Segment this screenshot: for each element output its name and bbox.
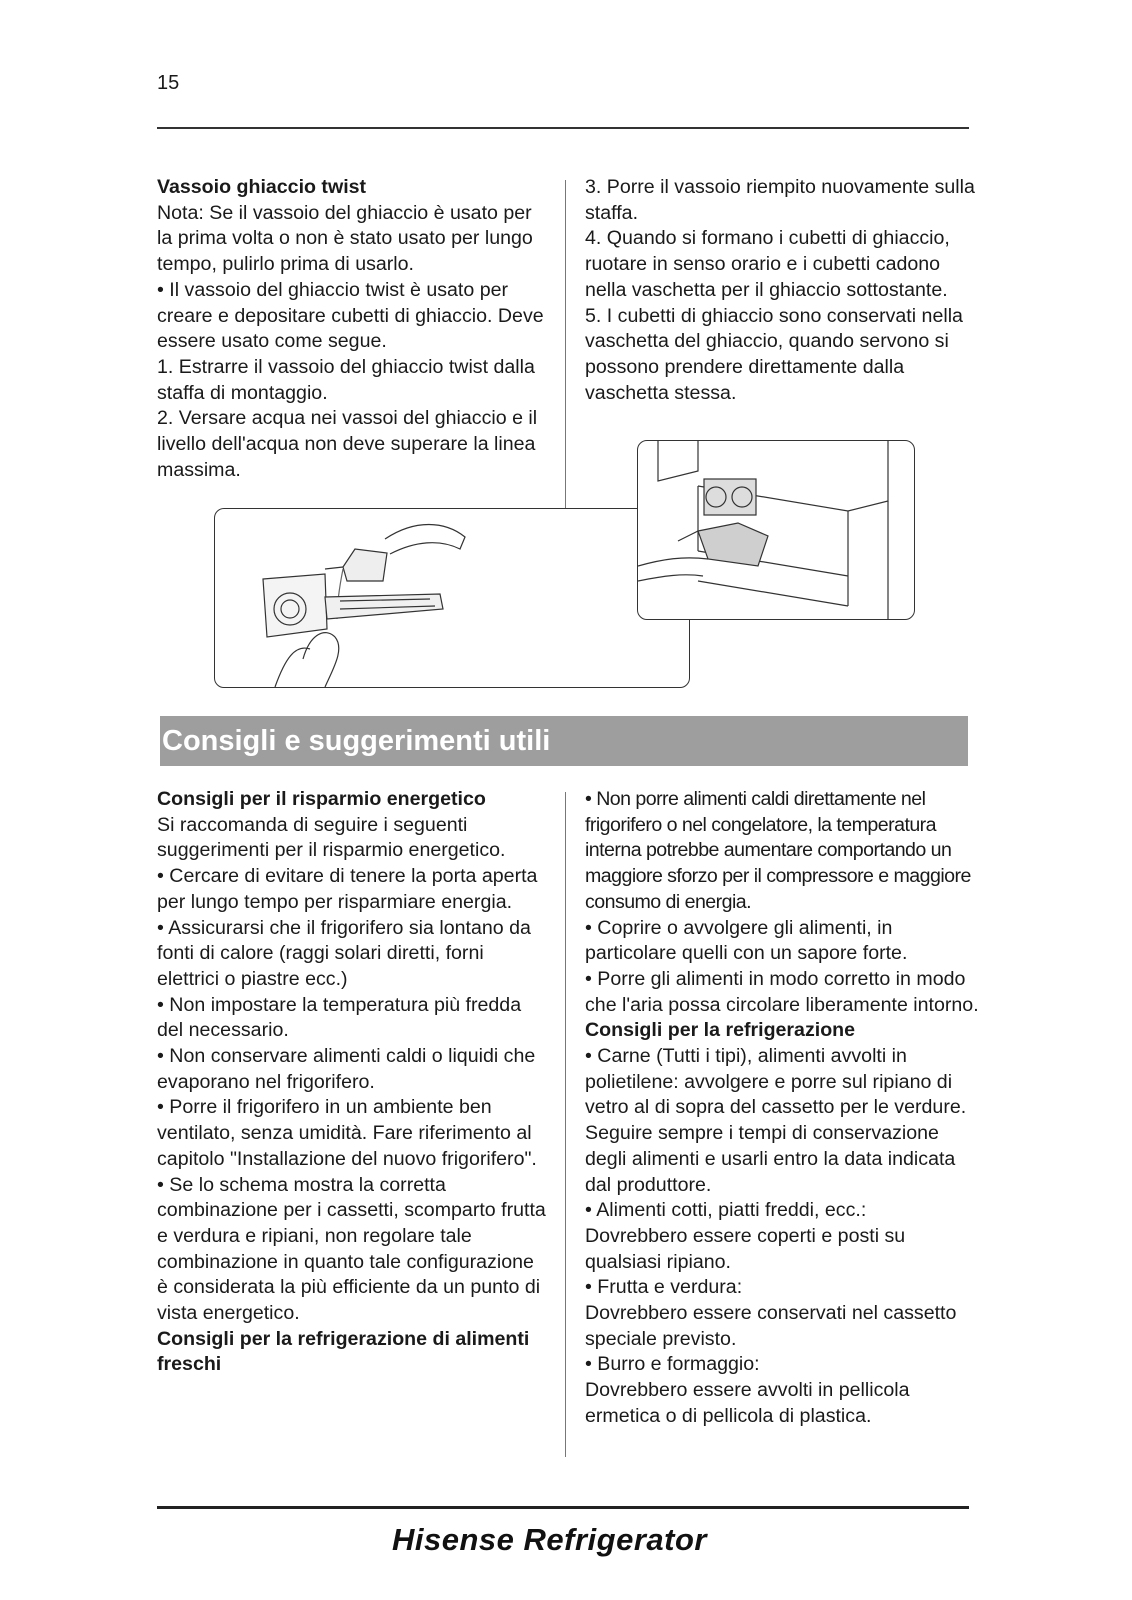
ice-tray-instructions-right <box>585 175 975 406</box>
paragraph: Nota: Se il vassoio del ghiaccio è usato per la prima volta o non è stato usato per lungo tempo, pulirlo prima di usarlo. <box>157 201 533 276</box>
paragraph: 5. I cubetti di ghiaccio sono conservati nella vaschetta del ghiaccio, quando servono si possono prendere direttamente dalla vaschetta stessa. <box>585 304 963 404</box>
paragraph: 1. Estrarre il vassoio del ghiaccio twist dalla staffa di montaggio. <box>157 355 535 404</box>
paragraph: • Porre gli alimenti in modo corretto in modo che l'aria possa circolare liberamente intorno. <box>585 967 979 1016</box>
subheading: Vassoio ghiaccio twist <box>157 176 367 198</box>
page-number: 15 <box>157 72 180 94</box>
paragraph: Dovrebbero essere coperti e posti su qualsiasi ripiano. <box>585 1224 906 1273</box>
paragraph: • Non conservare alimenti caldi o liquidi che evaporano nel frigorifero. <box>157 1045 536 1093</box>
paragraph: • Frutta e verdura: <box>585 1276 743 1299</box>
paragraph: Dovrebbero essere conservati nel cassetto speciale previsto. <box>585 1302 957 1350</box>
paragraph: • Alimenti cotti, piatti freddi, ecc.: <box>585 1199 867 1222</box>
paragraph: 3. Porre il vassoio riempito nuovamente sulla staffa. <box>585 176 975 224</box>
ice-bucket-illustration <box>638 441 914 619</box>
paragraph: • Burro e formaggio: <box>585 1353 760 1376</box>
illustration-filling-ice-tray <box>214 508 690 688</box>
footer-brand: Hisense Refrigerator <box>392 1522 707 1557</box>
paragraph: • Non impostare la temperatura più fredda del necessario. <box>157 993 522 1042</box>
subheading: Consigli per la refrigerazione di alimenti freschi <box>157 1327 530 1376</box>
ice-tray-instructions-left <box>157 175 547 483</box>
subheading: Consigli per la refrigerazione <box>585 1019 856 1042</box>
illustration-ice-bucket <box>637 440 915 620</box>
paragraph: • Coprire o avvolgere gli alimenti, in particolare quelli con un sapore forte. <box>585 916 908 965</box>
section-title: Consigli e suggerimenti utili <box>160 716 968 766</box>
energy-saving-tips <box>157 787 547 1378</box>
paragraph: Si raccomanda di seguire i seguenti suggerimenti per il risparmio energetico. <box>157 813 506 862</box>
footer-rule <box>157 1506 969 1509</box>
paragraph: • Cercare di evitare di tenere la porta aperta per lungo tempo per risparmiare energia. <box>157 865 538 913</box>
paragraph: 2. Versare acqua nei vassoi del ghiaccio e il livello dell'acqua non deve superare la linea massima. <box>157 407 538 481</box>
paragraph: • Assicurarsi che il frigorifero sia lontano da fonti di calore (raggi solari diretti, forni elettrici o piastre ecc.) <box>157 916 531 990</box>
paragraph: • Carne (Tutti i tipi), alimenti avvolti in polietilene: avvolgere e porre sul ripiano di vetro al di sopra del cassetto per le verdure. Seguire sempre i tempi di conservazione degli alimenti e usarli entro la data indicata dal produttore. <box>585 1045 967 1196</box>
paragraph: • Il vassoio del ghiaccio twist è usato per creare e depositare cubetti di ghiaccio. Deve essere usato come segue. <box>157 278 544 353</box>
paragraph: • Non porre alimenti caldi direttamente nel frigorifero o nel congelatore, la temperatura interna potrebbe aumentare comportando un maggiore sforzo per il compressore e maggiore consumo di energia. <box>585 788 971 913</box>
paragraph: 4. Quando si formano i cubetti di ghiaccio, ruotare in senso orario e i cubetti cadono nella vaschetta per il ghiaccio sottostante. <box>585 227 950 301</box>
water-pouring-illustration <box>215 509 689 687</box>
paragraph: • Porre il frigorifero in un ambiente ben ventilato, senza umidità. Fare riferimento al capitolo "Installazione del nuovo frigorifero". <box>157 1096 537 1170</box>
header-rule <box>157 127 969 129</box>
column-divider-bottom <box>565 792 566 1457</box>
paragraph: Dovrebbero essere avvolti in pellicola ermetica o di pellicola di plastica. <box>585 1379 910 1427</box>
refrigeration-tips <box>585 787 980 1430</box>
subheading: Consigli per il risparmio energetico <box>157 788 486 810</box>
paragraph: • Se lo schema mostra la corretta combinazione per i cassetti, scomparto frutta e verdura e ripiani, non regolare tale combinazione in quanto tale configurazione è considerata la più efficiente da un punto di vista energetico. <box>157 1173 546 1325</box>
